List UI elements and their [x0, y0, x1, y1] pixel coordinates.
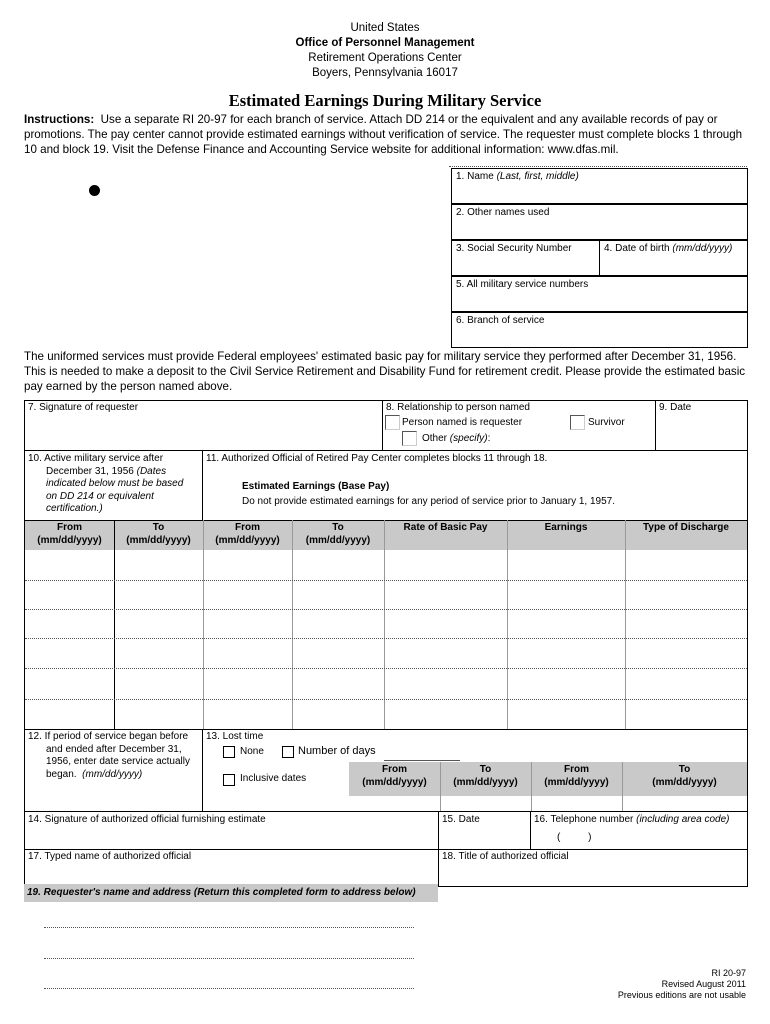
opt-survivor: Survivor — [588, 417, 625, 428]
block-7-label: 7. Signature of requester — [28, 402, 139, 413]
checkbox-number-of-days[interactable] — [282, 746, 294, 758]
agency-center: Retirement Operations Center — [308, 52, 462, 64]
block-16-phone[interactable]: ( ) — [557, 832, 592, 843]
block-15-date[interactable] — [439, 826, 529, 849]
address-line-3[interactable] — [44, 988, 414, 989]
opt-inclusive-dates: Inclusive dates — [240, 773, 307, 784]
table-col-header-1: From (mm/dd/yyyy) — [37, 522, 102, 546]
block-14-label: 14. Signature of authorized official furnishing estimate — [28, 814, 266, 825]
agency-country: United States — [350, 22, 420, 34]
lost-time-col-header-1: From (mm/dd/yyyy) — [362, 764, 427, 788]
block-4-date-of-birth[interactable]: 4. Date of birth (mm/dd/yyyy) — [599, 240, 748, 276]
block-3-ssn[interactable]: 3. Social Security Number — [451, 240, 600, 276]
checkbox-none[interactable] — [223, 746, 235, 758]
form-revised: Revised August 2011 — [661, 979, 746, 989]
block-17-label: 17. Typed name of authorized official — [28, 851, 192, 862]
instructions — [24, 112, 754, 158]
form-number: RI 20-97 — [711, 968, 746, 978]
block-19-label: 19. Requester's name and address (Return this completed form to address below) — [27, 887, 416, 898]
block-6-branch[interactable]: 6. Branch of service — [451, 312, 748, 348]
table-col-header-6: Earnings — [544, 522, 588, 533]
instructions-label: Instructions: — [24, 113, 95, 126]
block-9-date[interactable] — [656, 414, 747, 449]
bullet-mark — [89, 185, 100, 196]
table-col-header-5: Rate of Basic Pay — [403, 522, 488, 533]
block-8-label: 8. Relationship to person named — [386, 402, 530, 413]
opt-none: None — [240, 746, 264, 757]
checkbox-survivor[interactable] — [570, 415, 585, 430]
block-10-label: 10. Active military service after December 31, 1956 (Dates indicated below must be based on DD 214 or equivalent certification.) — [28, 453, 184, 514]
uniformed-services-text: The uniformed services must provide Federal employees' estimated basic pay for military service they performed after December 31, 1956. This is needed to make a deposit to the Civil Service Retirement and Disability Fund for retirement credit. Please provide the estimated basic pay earned by the person named above. — [24, 350, 746, 394]
block-1-name[interactable]: 1. Name (Last, first, middle) — [451, 168, 748, 204]
block-14-signature[interactable] — [25, 826, 437, 849]
table-col-header-4: To (mm/dd/yyyy) — [305, 522, 371, 546]
block-11-label: 11. Authorized Official of Retired Pay Center completes blocks 11 through 18. — [206, 453, 548, 464]
table-col-header-2: To (mm/dd/yyyy) — [126, 522, 191, 546]
days-input-line[interactable] — [384, 760, 460, 761]
block-11-subtitle: Estimated Earnings (Base Pay) — [242, 481, 390, 492]
checkbox-inclusive-dates[interactable] — [223, 774, 235, 786]
table-col-header-7: Type of Discharge — [643, 522, 729, 533]
lost-time-col-header-2: To (mm/dd/yyyy) — [453, 764, 518, 788]
opt-other: Other (specify): — [422, 433, 491, 444]
opt-number-of-days: Number of days — [298, 745, 376, 757]
agency-name: Office of Personnel Management — [295, 37, 475, 49]
block-5-service-numbers[interactable]: 5. All military service numbers — [451, 276, 748, 312]
checkbox-person-named[interactable] — [385, 415, 400, 430]
address-line-2[interactable] — [44, 958, 414, 959]
table-col-header-3: From (mm/dd/yyyy) — [215, 522, 280, 546]
block-15-label: 15. Date — [442, 814, 480, 825]
block-11-note: Do not provide estimated earnings for any period of service prior to January 1, 1957. — [242, 496, 615, 507]
agency-address: Boyers, Pennsylvania 16017 — [312, 67, 458, 79]
checkbox-other[interactable] — [402, 431, 417, 446]
table-body[interactable] — [25, 551, 747, 729]
block-16-label: 16. Telephone number (including area code) — [534, 814, 730, 825]
block-12-label: 12. If period of service began before and ended after December 31, 1956, enter date service actually began. (mm/dd/yyyy) — [28, 731, 190, 780]
block-18-label: 18. Title of authorized official — [442, 851, 569, 862]
block-18-title[interactable] — [439, 863, 747, 886]
form-editions-note: Previous editions are not usable — [617, 990, 746, 1000]
address-line-1[interactable] — [44, 927, 414, 928]
lost-time-col-header-4: To (mm/dd/yyyy) — [652, 764, 717, 788]
lost-time-col-header-3: From (mm/dd/yyyy) — [544, 764, 609, 788]
instructions-text: Use a separate RI 20-97 for each branch of service. Attach DD 214 or the equivalent and any available records of pay or promotions. The pay center cannot provide estimated earnings without verification of service. The requester must complete blocks 1 through 10 and block 19. Visit the Defense Finance and Accounting Service website for additional information: www.dfas.mil. — [24, 113, 743, 157]
block-7-signature[interactable] — [25, 414, 381, 449]
block-9-label: 9. Date — [659, 402, 692, 413]
block-2-other-names[interactable]: 2. Other names used — [451, 204, 748, 240]
block-17-typed-name[interactable] — [25, 863, 437, 886]
form-title: Estimated Earnings During Military Service — [228, 91, 542, 110]
opt-person-named: Person named is requester — [402, 417, 523, 428]
block-13-label: 13. Lost time — [206, 731, 264, 742]
